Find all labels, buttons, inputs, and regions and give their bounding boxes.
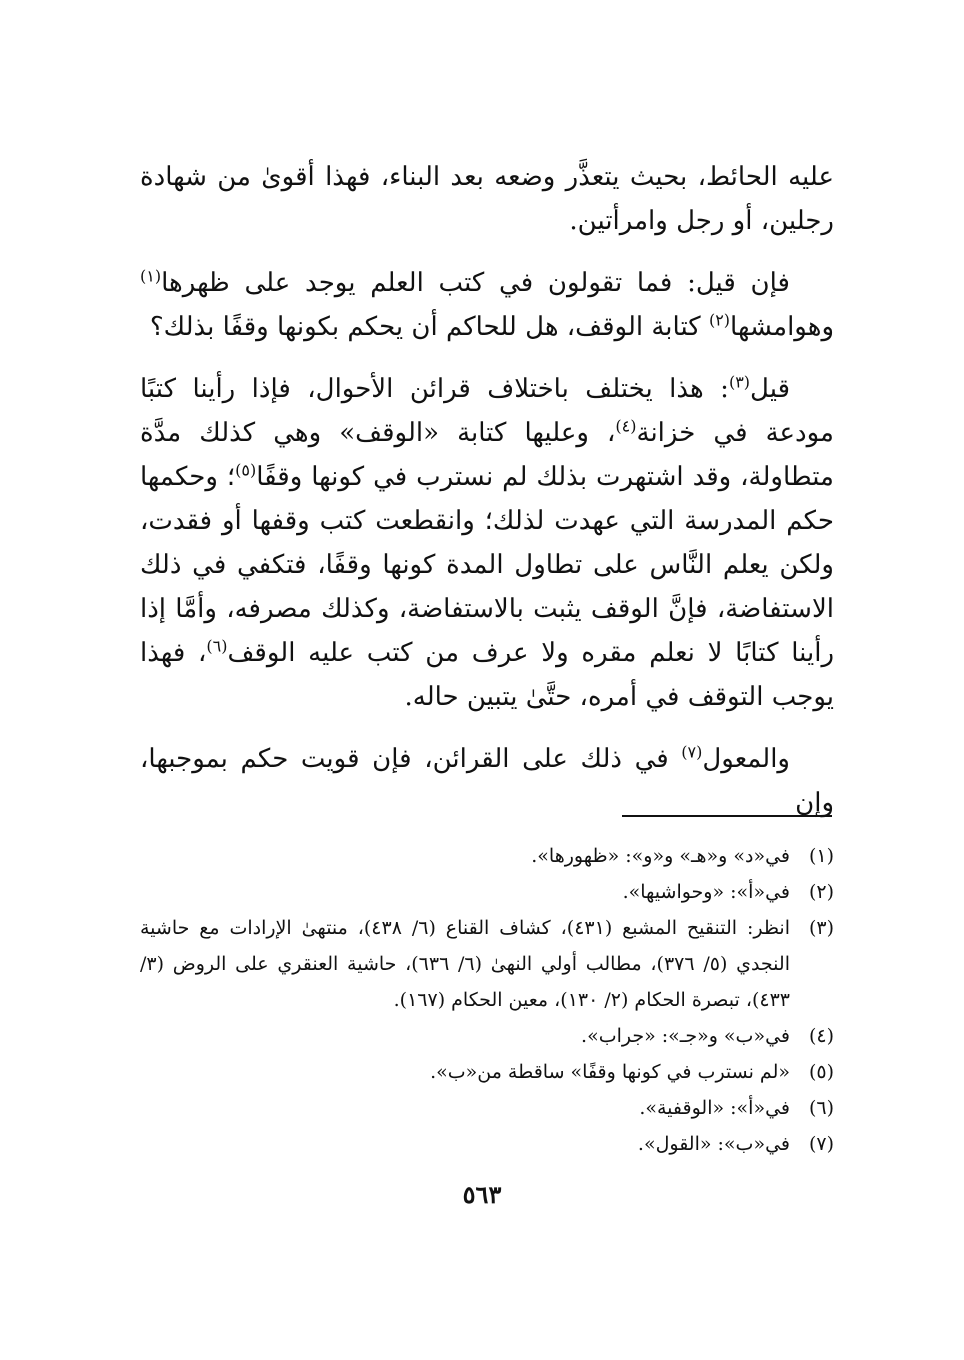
body-paragraph	[140, 155, 834, 243]
footnote-reference: (٤)	[615, 416, 637, 436]
footnote-text: في«ب» و«جـ»: «جراب».	[581, 1025, 790, 1047]
body-paragraph	[140, 737, 834, 825]
page-number: ٥٦٣	[462, 1180, 502, 1209]
footnote-text: انظر: التنقيح المشبع (٤٣١)، كشاف القناع (٦/ ٤٣٨)، منتهىٰ الإرادات مع حاشية النجدي (٥/ ٣٧٦)، مطالب أولي النهىٰ (٦/ ٦٣٦)، حاشية العنقري على الروض (٣/ ٤٣٣)، تبصرة الحكام (٢/ ١٣٠)، معين الحكام (١٦٧).	[140, 917, 790, 1011]
footnote-text: في«ب»: «القول».	[637, 1133, 790, 1155]
text-run: والمعول	[702, 744, 790, 774]
footnote-number: (٧)	[808, 1133, 834, 1155]
footnote-reference: (٥)	[235, 460, 257, 480]
footnote-text: في«أ»: «الوقفية».	[639, 1097, 790, 1119]
text-run: قيل	[750, 374, 790, 404]
text-run: في ذلك على القرائن، فإن قويت حكم بموجبها، وإن	[140, 744, 834, 818]
text-run: عليه الحائط، بحيث يتعذَّر وضعه بعد البناء، فهذا أقوىٰ من شهادة رجلين، أو رجل وامرأتين.	[140, 162, 834, 236]
footnote-reference: (٣)	[728, 372, 751, 392]
footnote	[140, 1126, 834, 1162]
footnote	[140, 1054, 834, 1090]
text-run: ؛ وحكمها حكم المدرسة التي عهدت لذلك؛ وانقطعت كتب وقفها أو فقدت، ولكن يعلم النَّاس على تطاول المدة كونها وقفًا، فتكفي في ذلك الاستفاضة، فإنَّ الوقف يثبت بالاستفاضة، وكذلك مصرفه، وأمَّا إذا رأينا كتابًا لا نعلم مقره ولا عرف من كتب عليه الوقف	[140, 462, 834, 668]
footnote-number: (٢)	[808, 881, 834, 903]
footnote-separator	[622, 815, 832, 817]
text-run: وهوامشها	[730, 312, 834, 342]
footnote-number: (٤)	[808, 1025, 834, 1047]
footnote	[140, 1018, 834, 1054]
footnote-reference: (٢)	[708, 310, 731, 330]
text-run: ، فهذا يوجب التوقف في أمره، حتَّىٰ يتبين حاله.	[140, 638, 834, 712]
main-text	[140, 155, 834, 825]
footnote	[140, 910, 834, 1018]
text-run: فإن قيل: فما تقولون في كتب العلم يوجد على ظهرها	[161, 268, 790, 298]
body-paragraph	[140, 367, 834, 719]
body-paragraph	[140, 261, 834, 349]
footnote-number: (٥)	[808, 1061, 834, 1083]
footnote-number: (٣)	[808, 917, 834, 939]
footnotes	[140, 838, 834, 1162]
footnote-number: (٦)	[808, 1097, 834, 1119]
footnote	[140, 838, 834, 874]
footnote	[140, 1090, 834, 1126]
footnote-reference: (٦)	[206, 636, 228, 656]
text-run: ، وعليها كتابة «الوقف» وهي كذلك مدَّة متطاولة، وقد اشتهرت بذلك لم نسترب في كونها وقفًا	[140, 418, 834, 492]
text-run: كتابة الوقف، هل للحاكم أن يحكم بكونها وقفًا بذلك؟	[149, 312, 709, 342]
footnote-reference: (١)	[140, 266, 162, 286]
footnote-text: «لم نسترب في كونها وقفًا» ساقطة من«ب».	[430, 1061, 790, 1083]
text-run: : هذا يختلف باختلاف قرائن الأحوال، فإذا رأينا كتبًا مودعة في خزانة	[140, 374, 834, 448]
footnote-text: في«د» و«هـ» و«و»: «ظهورها».	[531, 845, 790, 867]
footnote-number: (١)	[808, 845, 834, 867]
footnote	[140, 874, 834, 910]
footnote-text: في«أ»: «وحواشيها».	[622, 881, 790, 903]
footnote-reference: (٧)	[681, 742, 703, 762]
